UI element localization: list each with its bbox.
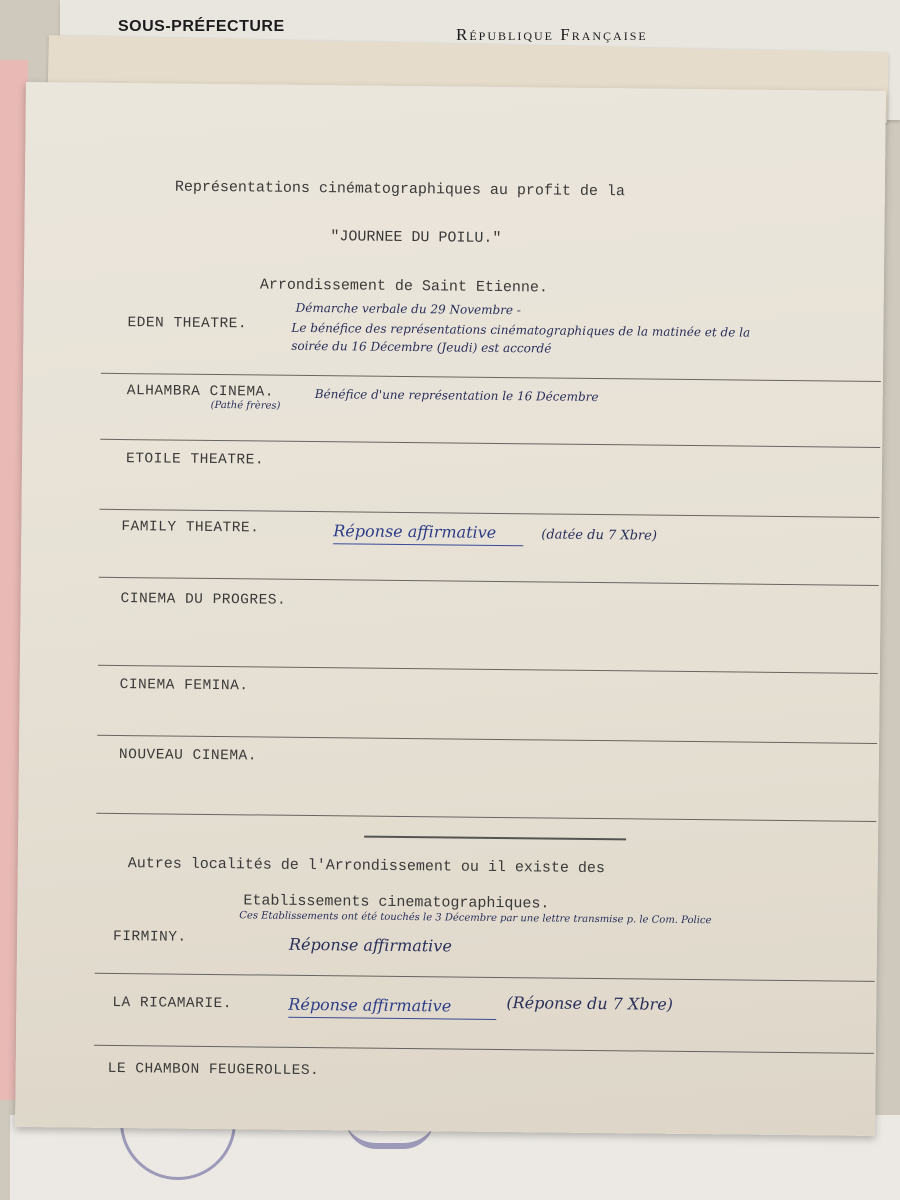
section-separator [364, 836, 626, 841]
divider-line [95, 973, 875, 982]
other-note: Ces Etablissements ont été touchés le 3 Décembre par une lettre transmise p. le Com. Police [239, 910, 712, 927]
locality-note: Réponse affirmative [288, 934, 452, 956]
locality-name: FIRMINY. [112, 928, 187, 946]
main-document [15, 82, 886, 1136]
venue-name: EDEN THEATRE. [127, 315, 248, 333]
divider-line [98, 665, 878, 674]
document-subtitle: "JOURNEE DU POILU." [330, 228, 502, 247]
document-title: Représentations cinématographiques au profit de la [174, 178, 626, 201]
locality-note: Réponse affirmative [288, 994, 452, 1016]
divider-line [99, 577, 879, 586]
locality-note-date: (Réponse du 7 Xbre) [506, 993, 674, 1014]
venue-name: NOUVEAU CINEMA. [118, 747, 258, 765]
venue-note: Bénéfice d'une représentation le 16 Décembre [314, 387, 599, 405]
venue-name: CINEMA DU PROGRES. [120, 591, 287, 609]
venue-note-date: (datée du 7 Xbre) [541, 527, 658, 544]
venue-note-line3: soirée du 16 Décembre (Jeudi) est accordé [291, 338, 552, 356]
divider-line [101, 373, 881, 382]
note-underline [288, 1017, 496, 1020]
divider-line [94, 1045, 874, 1054]
divider-line [100, 509, 880, 518]
venue-sub: (Pathé frères) [210, 399, 281, 412]
venue-name: ALHAMBRA CINEMA. [126, 383, 275, 401]
divider-line [97, 735, 877, 744]
venue-note-line2: Le bénéfice des représentations cinématographiques de la matinée et de la [291, 320, 751, 340]
other-heading-2: Etablissements cinematographiques. [243, 892, 550, 913]
note-underline [333, 543, 523, 546]
district-heading: Arrondissement de Saint Etienne. [259, 276, 549, 297]
venue-note: Réponse affirmative [333, 521, 497, 542]
other-heading: Autres localités de l'Arrondissement ou il existe des [127, 855, 605, 878]
locality-name: LA RICAMARIE. [112, 994, 233, 1013]
venue-note: Démarche verbale du 29 Novembre - [295, 300, 521, 318]
locality-name: LE CHAMBON FEUGEROLLES. [107, 1060, 320, 1080]
divider-line [100, 439, 880, 448]
venue-name: ETOILE THEATRE. [125, 451, 265, 469]
venue-name: FAMILY THEATRE. [121, 519, 260, 537]
header-republique: République Française [456, 25, 648, 44]
header-sous-prefecture: SOUS-PRÉFECTURE [118, 18, 285, 35]
venue-name: CINEMA FEMINA. [119, 677, 249, 695]
divider-line [96, 813, 876, 822]
